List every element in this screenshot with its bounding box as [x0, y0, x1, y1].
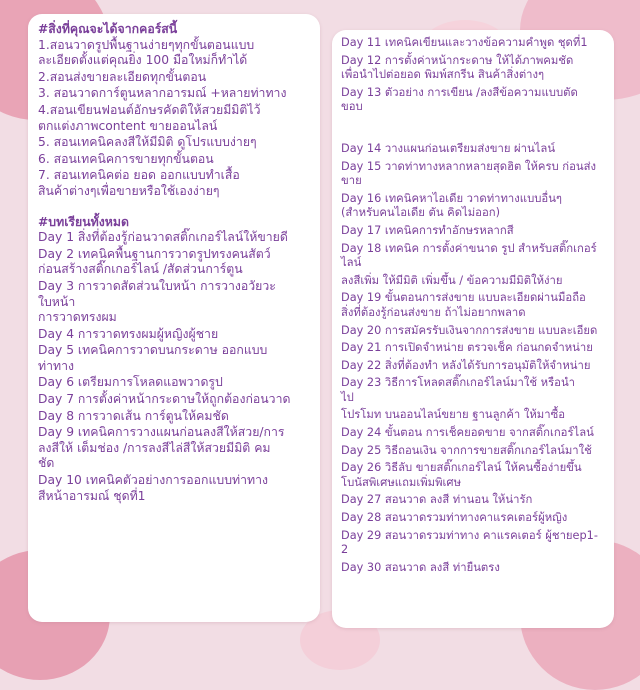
- lesson-item-text: Day 12 การตั้งค่าหน้ากระดาษ ให้ได้ภาพคมชัด: [341, 53, 574, 67]
- lesson-item: [341, 511, 605, 526]
- benefits-heading: #สิ่งที่คุณจะได้จากคอร์สนี้: [38, 22, 178, 36]
- lesson-item: [341, 561, 605, 576]
- benefits-list: [38, 38, 310, 200]
- lesson-item-text: โปรโมท บนออนไลน์ขยาย ฐานลูกค้า ให้มาซื้อ: [341, 408, 566, 422]
- lesson-item: [341, 242, 605, 271]
- lesson-item: [341, 142, 605, 157]
- benefit-item-text: 3. สอนวาดการ์ตูนหลากอารมณ์ +หลายท่าทาง: [38, 86, 287, 101]
- lesson-item-text: Day 3 การวาดสัดส่วนใบหน้า การวางอวัยวะ: [38, 278, 276, 293]
- lesson-item-text: Day 25 วิธีถอนเงิน จากการขายสติ๊กเกอร์ไลน์มาใช้: [341, 443, 592, 457]
- lesson-item: [341, 192, 605, 221]
- lesson-item-text: ไลน์: [341, 256, 362, 270]
- lesson-item-text: Day 16 เทคนิคหาไอเดีย วาดท่าทางแบบอื่นๆ: [341, 191, 562, 205]
- lesson-item: [341, 426, 605, 441]
- lesson-item-text: ลงสีเพิ่ม ให้มีมิติ เพิ่มขึ้น / ข้อความมีมิติให้ง่าย: [341, 273, 563, 287]
- lesson-item-text: Day 1 สิ่งที่ต้องรู้ก่อนวาดสติ๊กเกอร์ไลน์ให้ขายดี: [38, 230, 288, 245]
- lesson-item: [341, 376, 605, 405]
- benefit-item-text: ตกแต่งภาพcontent ขายออนไลน์: [38, 118, 218, 133]
- lesson-item: [341, 86, 605, 115]
- lesson-item-text: Day 21 การเปิดจำหน่าย ตรวจเช็ค ก่อนกดจำหน่าย: [341, 341, 593, 355]
- lesson-item-text: Day 11 เทคนิคเขียนและวางข้อความคำพูด ชุดที่1: [341, 36, 588, 49]
- lessons-list-left: [38, 230, 310, 504]
- lesson-item-text: ก่อนสร้างสติ๊กเกอร์ไลน์ /สัดส่วนการ์ตูน: [38, 262, 243, 277]
- lesson-item-text: Day 15 วาดท่าทางหลากหลายสุดฮิต ให้ครบ ก่อนส่ง: [341, 159, 597, 173]
- lesson-item: [341, 359, 605, 374]
- lesson-item-text: Day 8 การวาดเส้น การ์ตูนให้คมชัด: [38, 408, 229, 423]
- lesson-item: [341, 224, 605, 239]
- lesson-item-text: Day 2 เทคนิคพื้นฐานการวาดรูปทรงคนสัตว์: [38, 246, 271, 261]
- lesson-item-text: Day 18 เทคนิค การตั้งค่าขนาด รูป สำหรับสติ๊กเกอร์: [341, 241, 597, 255]
- lesson-item-text: ลงสีให้ เต็มช่อง /การลงสีไล่สีให้สวยมีมิติ คม: [38, 440, 271, 455]
- lessons-list-right-2: [341, 142, 605, 575]
- lesson-item-text: การวาดทรงผม: [38, 310, 117, 325]
- lesson-item-text: Day 26 วิธีลับ ขายสติ๊กเกอร์ไลน์ ให้คนซื้อง่ายขึ้น: [341, 461, 582, 475]
- left-card: [28, 14, 320, 622]
- lesson-item-text: Day 29 สอนวาดรวมท่าทาง คาแรคเตอร์ ผู้ชายep1-: [341, 528, 598, 542]
- lesson-item-text: Day 22 สิ่งที่ต้องทำ หลังได้รับการอนุมัติให้จำหน่าย: [341, 358, 591, 372]
- benefit-item: [38, 103, 310, 134]
- lesson-item-text: Day 23 วิธีการโหลดสติ๊กเกอร์ไลน์มาใช้ หรือนำ: [341, 376, 576, 390]
- lesson-item-text: Day 5 เทคนิคการวาดบนกระดาษ ออกแบบ: [38, 343, 268, 358]
- benefit-item-text: 6. สอนเทคนิคการขายทุกขั้นตอน: [38, 151, 214, 166]
- benefit-item: [38, 38, 310, 69]
- benefit-item-text: 7. สอนเทคนิคต่อ ยอด ออกแบบทำเสื้อ: [38, 168, 240, 183]
- lesson-item: [38, 247, 310, 278]
- benefit-item-text: สินค้าต่างๆเพื่อขายหรือใช้เองง่ายๆ: [38, 183, 220, 198]
- lesson-item-text: Day 13 ตัวอย่าง การเขียน /ลงสีข้อความแบบตัด: [341, 85, 578, 99]
- lesson-item: [341, 493, 605, 508]
- lesson-item-text: ท่าทาง: [38, 358, 75, 373]
- benefit-item-text: 4.สอนเขียนฟอนต์อักษรคัดติให้สวยมีมิติไว้: [38, 102, 261, 117]
- lesson-item-text: 2: [341, 543, 349, 557]
- lesson-item: [38, 327, 310, 343]
- lesson-item-text: Day 17 เทคนิคการทำอักษรหลากสี: [341, 223, 514, 237]
- lesson-item-text: ใบหน้า: [38, 294, 76, 309]
- benefit-item: [38, 135, 310, 151]
- lesson-item-text: สิ่งที่ต้องรู้ก่อนส่งขาย ถ้าไม่อยากพลาด: [341, 305, 526, 319]
- lesson-item: [341, 160, 605, 189]
- benefit-item: [38, 152, 310, 168]
- lesson-item: [341, 36, 605, 51]
- lesson-item-text: Day 30 สอนวาด ลงสี ท่ายืนตรง: [341, 560, 500, 574]
- lesson-item: [341, 291, 605, 320]
- lesson-item: [38, 392, 310, 408]
- lesson-item-text: ไป: [341, 390, 354, 404]
- lesson-item-text: สีหน้าอารมณ์ ชุดที่1: [38, 488, 146, 503]
- lesson-item: [341, 274, 605, 289]
- lessons-list-right-1: [341, 36, 605, 115]
- benefit-item: [38, 168, 310, 199]
- lesson-item-text: ชัด: [38, 456, 55, 471]
- lesson-item: [341, 408, 605, 423]
- lesson-item-text: Day 10 เทคนิคตัวอย่างการออกแบบท่าทาง: [38, 473, 269, 488]
- lesson-item: [341, 341, 605, 356]
- lesson-item: [38, 473, 310, 504]
- lesson-item-text: Day 4 การวาดทรงผมผู้หญิงผู้ชาย: [38, 326, 219, 341]
- lesson-item-text: Day 19 ขั้นตอนการส่งขาย แบบละเอียดผ่านมือถือ: [341, 291, 586, 305]
- lessons-heading: #บทเรียนทั้งหมด: [38, 214, 129, 229]
- lesson-item-text: ขาย: [341, 174, 362, 188]
- lesson-item-text: เพื่อนำไปต่อยอด พิมพ์สกรีน สินค้าสิ่งต่างๆ: [341, 68, 545, 82]
- lesson-item: [341, 444, 605, 459]
- lesson-item: [341, 324, 605, 339]
- benefit-item-text: 2.สอนส่งขายละเอียดทุกขั้นตอน: [38, 69, 207, 84]
- lesson-item: [341, 461, 605, 490]
- lesson-item-text: โบนัสพิเศษแถมเพิ่มพิเศษ: [341, 475, 462, 489]
- lesson-item-text: Day 9 เทคนิคการวางแผนก่อนลงสีให้สวย/การ: [38, 425, 285, 440]
- lesson-item-text: ขอบ: [341, 100, 363, 114]
- lesson-item: [38, 375, 310, 391]
- lesson-item-text: Day 7 การตั้งค่าหน้ากระดาษให้ถูกต้องก่อนวาด: [38, 392, 291, 407]
- benefit-item-text: 5. สอนเทคนิคลงสีให้มีมิติ ดูโปรแบบง่ายๆ: [38, 135, 257, 150]
- lesson-item: [38, 425, 310, 472]
- lesson-item: [341, 529, 605, 558]
- lesson-item-text: (สำหรับคนไอเดีย ตัน คิดไม่ออก): [341, 206, 500, 220]
- lesson-item-text: Day 28 สอนวาดรวมท่าทางคาแรคเตอร์ผู้หญิง: [341, 511, 568, 525]
- lesson-item: [341, 54, 605, 83]
- benefit-item: [38, 70, 310, 86]
- benefit-item-text: ละเอียดตั้งแต่คุณยิ่ง 100 มือใหม่ก็ทำได้: [38, 53, 248, 68]
- lesson-item: [38, 230, 310, 246]
- lesson-item-text: Day 6 เตรียมการโหลดแอพวาดรูป: [38, 375, 223, 390]
- benefit-item-text: 1.สอนวาดรูปพื้นฐานง่ายๆทุกขั้นตอนแบบ: [38, 37, 255, 52]
- lesson-item: [38, 279, 310, 326]
- lesson-item-text: Day 24 ขั้นตอน การเช็คยอดขาย จากสติ๊กเกอร์ไลน์: [341, 426, 594, 440]
- lesson-item: [38, 343, 310, 374]
- benefit-item: [38, 86, 310, 102]
- right-card: [332, 30, 614, 628]
- lesson-item: [38, 409, 310, 425]
- lesson-item-text: Day 14 วางแผนก่อนเตรียมส่งขาย ผ่านไลน์: [341, 141, 556, 155]
- lesson-item-text: Day 27 สอนวาด ลงสี ท่านอน ให้น่ารัก: [341, 493, 533, 507]
- lesson-item-text: Day 20 การสมัครรับเงินจากการส่งขาย แบบละเอียด: [341, 323, 598, 337]
